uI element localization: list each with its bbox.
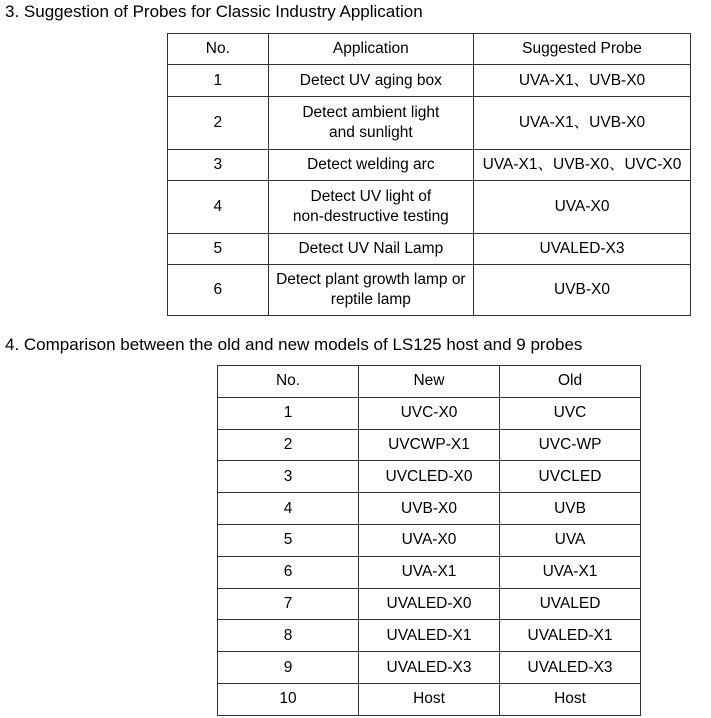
model-comparison-table: [217, 365, 641, 716]
cell-suggested-probe: UVB-X0: [474, 265, 691, 316]
cell-old: UVA-X1: [500, 556, 641, 588]
cell-new: UVCWP-X1: [359, 429, 500, 461]
cell-no: 3: [218, 461, 359, 493]
section-4-title: 4. Comparison between the old and new models of LS125 host and 9 probes: [5, 335, 583, 354]
cell-old: Host: [500, 683, 641, 715]
table-row: [168, 150, 691, 181]
table-header-row: [168, 34, 691, 65]
cell-no: 4: [218, 493, 359, 525]
cell-old: UVA: [500, 524, 641, 556]
cell-old: UVCLED: [500, 461, 641, 493]
application-line: Detect ambient light: [302, 104, 440, 121]
application-line: Detect plant growth lamp or: [276, 271, 466, 288]
cell-application: [268, 150, 473, 181]
cell-no: 7: [218, 588, 359, 620]
header-old: Old: [500, 366, 641, 398]
table-row: [168, 181, 691, 234]
cell-new: UVCLED-X0: [359, 461, 500, 493]
application-line: reptile lamp: [330, 291, 411, 308]
cell-no: 8: [218, 620, 359, 652]
table-row: [218, 493, 641, 525]
cell-new: Host: [359, 683, 500, 715]
cell-new: UVA-X0: [359, 524, 500, 556]
table-row: [218, 588, 641, 620]
cell-old: UVC-WP: [500, 429, 641, 461]
cell-suggested-probe: UVA-X1、UVB-X0: [474, 65, 691, 97]
application-line: Detect UV Nail Lamp: [298, 240, 444, 257]
cell-application: [268, 97, 473, 150]
header-application: Application: [268, 34, 473, 65]
cell-new: UVALED-X0: [359, 588, 500, 620]
cell-no: 5: [218, 524, 359, 556]
header-no: No.: [168, 34, 269, 65]
table-row: [218, 620, 641, 652]
header-no: No.: [218, 366, 359, 398]
cell-old: UVB: [500, 493, 641, 525]
cell-application: [268, 181, 473, 234]
table-header-row: [218, 366, 641, 398]
cell-no: 5: [168, 234, 269, 265]
cell-no: 6: [168, 265, 269, 316]
cell-application: [268, 265, 473, 316]
cell-application: [268, 65, 473, 97]
cell-application: [268, 234, 473, 265]
cell-suggested-probe: UVA-X1、UVB-X0: [474, 97, 691, 150]
table-row: [168, 265, 691, 316]
cell-no: 10: [218, 683, 359, 715]
header-new: New: [359, 366, 500, 398]
cell-suggested-probe: UVALED-X3: [474, 234, 691, 265]
application-line: and sunlight: [329, 124, 413, 141]
cell-suggested-probe: UVA-X1、UVB-X0、UVC-X0: [474, 150, 691, 181]
table-row: [168, 97, 691, 150]
cell-no: 2: [168, 97, 269, 150]
cell-new: UVALED-X3: [359, 652, 500, 684]
cell-no: 4: [168, 181, 269, 234]
application-line: Detect welding arc: [307, 156, 435, 173]
cell-new: UVALED-X1: [359, 620, 500, 652]
cell-old: UVC: [500, 397, 641, 429]
cell-new: UVC-X0: [359, 397, 500, 429]
probe-suggestion-table: [167, 33, 691, 316]
cell-no: 1: [168, 65, 269, 97]
table-row: [218, 461, 641, 493]
cell-no: 2: [218, 429, 359, 461]
cell-old: UVALED-X1: [500, 620, 641, 652]
application-line: Detect UV light of: [310, 188, 432, 205]
cell-no: 3: [168, 150, 269, 181]
table-row: [218, 683, 641, 715]
cell-suggested-probe: UVA-X0: [474, 181, 691, 234]
header-suggested-probe: Suggested Probe: [474, 34, 691, 65]
cell-new: UVB-X0: [359, 493, 500, 525]
table-row: [218, 652, 641, 684]
table-row: [218, 524, 641, 556]
cell-old: UVALED: [500, 588, 641, 620]
cell-no: 6: [218, 556, 359, 588]
application-line: non-destructive testing: [292, 208, 449, 225]
table-row: [168, 234, 691, 265]
application-line: Detect UV aging box: [299, 71, 442, 89]
cell-new: UVA-X1: [359, 556, 500, 588]
table-row: [218, 429, 641, 461]
table-row: [218, 397, 641, 429]
table-row: [168, 65, 691, 97]
section-3-title: 3. Suggestion of Probes for Classic Industry Application: [5, 2, 423, 21]
cell-no: 9: [218, 652, 359, 684]
cell-no: 1: [218, 397, 359, 429]
table-row: [218, 556, 641, 588]
cell-old: UVALED-X3: [500, 652, 641, 684]
